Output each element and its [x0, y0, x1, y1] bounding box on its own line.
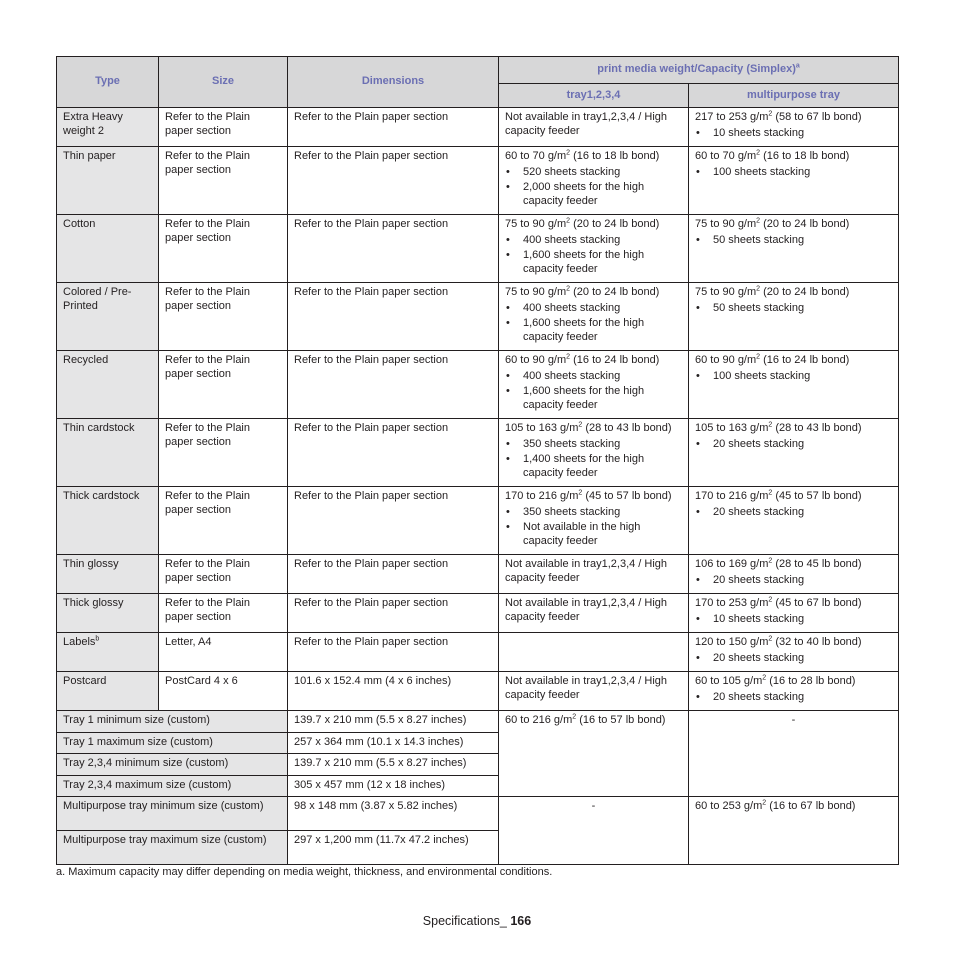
table-row	[57, 797, 899, 831]
footer-label: Specifications_	[422, 914, 511, 928]
size-cell: Letter, A4	[159, 633, 288, 672]
weight-value: 75 to 90 g/m	[505, 218, 567, 230]
custom-size-label: Tray 2,3,4 maximum size (custom)	[57, 775, 288, 797]
header-dimensions: Dimensions	[288, 57, 499, 108]
table-row	[57, 555, 899, 594]
superscript: 2	[756, 353, 761, 361]
type-label: Cotton	[63, 218, 96, 230]
weight-value: 75 to 90 g/m	[505, 286, 567, 298]
weight-text	[505, 286, 682, 300]
weight-text	[695, 218, 892, 232]
weight-value: 170 to 253 g/m	[695, 597, 769, 609]
superscript: 2	[768, 110, 773, 118]
custom-size-label: Tray 1 minimum size (custom)	[57, 711, 288, 733]
header-tray: tray1,2,3,4	[499, 84, 689, 108]
bullet-list	[695, 127, 892, 141]
superscript: 2	[566, 217, 571, 225]
weight-value: 60 to 253 g/m	[695, 800, 763, 812]
bullet-list	[695, 370, 892, 384]
superscript: 2	[572, 713, 577, 721]
custom-size-label: Tray 1 maximum size (custom)	[57, 732, 288, 754]
weight-value: 105 to 163 g/m	[505, 422, 579, 434]
bullet-item: • Not available in the high capacity feeder	[505, 521, 682, 548]
superscript: 2	[566, 353, 571, 361]
bullet-list	[695, 234, 892, 248]
bullet-list	[695, 613, 892, 627]
superscript: 2	[566, 285, 571, 293]
type-label: Thin paper	[63, 150, 116, 162]
header-weight-capacity-label: print media weight/Capacity (Simplex)	[597, 63, 796, 76]
header-size: Size	[159, 57, 288, 108]
tray-cell: -	[499, 797, 689, 865]
table-row	[57, 594, 899, 633]
weight-bond: (20 to 24 lb bond)	[760, 218, 850, 230]
dimensions-cell: Refer to the Plain paper section	[288, 215, 499, 283]
page-footer	[0, 914, 954, 928]
type-label: Recycled	[63, 354, 109, 366]
header-weight-capacity	[499, 57, 899, 84]
bullet-list	[695, 506, 892, 520]
weight-text	[505, 490, 682, 504]
weight-value: 105 to 163 g/m	[695, 422, 769, 434]
weight-value: 106 to 169 g/m	[695, 558, 769, 570]
bullet-item: • 2,000 sheets for the high capacity feeder	[505, 181, 682, 208]
type-cell	[57, 215, 159, 283]
bullet-item: • 350 sheets stacking	[505, 438, 682, 452]
weight-bond: (58 to 67 lb bond)	[772, 111, 862, 123]
weight-text	[505, 354, 682, 368]
table-row	[57, 633, 899, 672]
weight-bond: (45 to 57 lb bond)	[772, 490, 862, 502]
multipurpose-cell	[689, 672, 899, 711]
weight-value: 60 to 90 g/m	[695, 354, 757, 366]
bullet-item: • 400 sheets stacking	[505, 302, 682, 316]
multipurpose-cell: -	[689, 711, 899, 797]
page-number: 166	[510, 914, 532, 928]
bullet-item: • 350 sheets stacking	[505, 506, 682, 520]
size-cell: Refer to the Plain paper section	[159, 215, 288, 283]
multipurpose-cell	[689, 555, 899, 594]
table-row	[57, 283, 899, 351]
dimensions-cell: 98 x 148 mm (3.87 x 5.82 inches)	[288, 797, 499, 831]
multipurpose-cell	[689, 797, 899, 865]
bullet-list	[505, 166, 682, 209]
tray-cell	[499, 711, 689, 797]
tray-cell	[499, 419, 689, 487]
type-cell	[57, 419, 159, 487]
bullet-item: • 50 sheets stacking	[695, 234, 892, 248]
tray-cell	[499, 108, 689, 147]
weight-text	[505, 422, 682, 436]
superscript: 2	[768, 635, 773, 643]
weight-value: 75 to 90 g/m	[695, 218, 757, 230]
bullet-item: • 20 sheets stacking	[695, 652, 892, 666]
bullet-list	[695, 302, 892, 316]
weight-value: 60 to 70 g/m	[505, 150, 567, 162]
weight-bond: (16 to 18 lb bond)	[570, 150, 660, 162]
weight-bond: (16 to 24 lb bond)	[570, 354, 660, 366]
bullet-item: • 400 sheets stacking	[505, 234, 682, 248]
tray-cell	[499, 555, 689, 594]
bullet-list	[695, 574, 892, 588]
type-label: Thick glossy	[63, 597, 124, 609]
weight-text	[505, 714, 682, 728]
weight-text	[695, 354, 892, 368]
weight-bond: (20 to 24 lb bond)	[760, 286, 850, 298]
weight-text	[695, 800, 892, 814]
superscript: 2	[578, 421, 583, 429]
type-cell	[57, 594, 159, 633]
custom-size-label: Tray 2,3,4 minimum size (custom)	[57, 754, 288, 776]
type-cell	[57, 108, 159, 147]
weight-bond: (16 to 57 lb bond)	[576, 714, 666, 726]
weight-text	[695, 150, 892, 164]
superscript: 2	[578, 489, 583, 497]
size-cell: Refer to the Plain paper section	[159, 283, 288, 351]
superscript: 2	[762, 674, 767, 682]
dimensions-cell: 305 x 457 mm (12 x 18 inches)	[288, 775, 499, 797]
weight-bond: (16 to 28 lb bond)	[766, 675, 856, 687]
tray-note: Not available in tray1,2,3,4 / High capacity feeder	[505, 111, 668, 137]
bullet-item: • 520 sheets stacking	[505, 166, 682, 180]
multipurpose-cell	[689, 419, 899, 487]
bullet-list	[695, 166, 892, 180]
size-cell: Refer to the Plain paper section	[159, 555, 288, 594]
size-cell: Refer to the Plain paper section	[159, 147, 288, 215]
tray-cell	[499, 594, 689, 633]
dimensions-cell: 101.6 x 152.4 mm (4 x 6 inches)	[288, 672, 499, 711]
multipurpose-cell	[689, 633, 899, 672]
size-cell: Refer to the Plain paper section	[159, 351, 288, 419]
tray-cell	[499, 215, 689, 283]
type-label: Extra Heavy weight 2	[63, 111, 123, 137]
type-label: Thin cardstock	[63, 422, 135, 434]
multipurpose-cell	[689, 147, 899, 215]
table-row	[57, 487, 899, 555]
weight-text	[695, 490, 892, 504]
footnote: a. Maximum capacity may differ depending on media weight, thickness, and environmental conditions.	[56, 866, 553, 878]
weight-value: 60 to 90 g/m	[505, 354, 567, 366]
weight-bond: (16 to 24 lb bond)	[760, 354, 850, 366]
bullet-item: • 100 sheets stacking	[695, 370, 892, 384]
tray-cell	[499, 147, 689, 215]
bullet-item: • 1,400 sheets for the high capacity feeder	[505, 453, 682, 480]
multipurpose-cell	[689, 351, 899, 419]
bullet-list	[695, 652, 892, 666]
dimensions-cell: Refer to the Plain paper section	[288, 594, 499, 633]
size-cell: Refer to the Plain paper section	[159, 487, 288, 555]
type-cell	[57, 283, 159, 351]
weight-text	[695, 675, 892, 689]
weight-value: 170 to 216 g/m	[505, 490, 579, 502]
custom-size-label: Multipurpose tray minimum size (custom)	[57, 797, 288, 831]
weight-text	[695, 597, 892, 611]
tray-cell	[499, 672, 689, 711]
dimensions-cell: 139.7 x 210 mm (5.5 x 8.27 inches)	[288, 754, 499, 776]
type-cell	[57, 487, 159, 555]
weight-text	[695, 111, 892, 125]
weight-value: 60 to 105 g/m	[695, 675, 763, 687]
superscript: 2	[768, 557, 773, 565]
table-body	[57, 108, 899, 865]
media-spec-table	[56, 56, 899, 865]
bullet-item: • 1,600 sheets for the high capacity feeder	[505, 385, 682, 412]
weight-text	[505, 150, 682, 164]
multipurpose-cell	[689, 215, 899, 283]
dimensions-cell: Refer to the Plain paper section	[288, 147, 499, 215]
weight-bond: (28 to 43 lb bond)	[772, 422, 862, 434]
table-row	[57, 711, 899, 733]
bullet-list	[695, 691, 892, 705]
tray-cell	[499, 487, 689, 555]
type-label: Labels	[63, 636, 96, 648]
dimensions-cell: 257 x 364 mm (10.1 x 14.3 inches)	[288, 732, 499, 754]
bullet-item: • 50 sheets stacking	[695, 302, 892, 316]
dimensions-cell: Refer to the Plain paper section	[288, 419, 499, 487]
table-row	[57, 672, 899, 711]
superscript: 2	[768, 596, 773, 604]
type-cell	[57, 147, 159, 215]
size-cell: Refer to the Plain paper section	[159, 419, 288, 487]
type-label: Colored / Pre-Printed	[63, 286, 132, 312]
type-label: Postcard	[63, 675, 107, 687]
tray-note: Not available in tray1,2,3,4 / High capacity feeder	[505, 675, 668, 701]
weight-bond: (28 to 45 lb bond)	[772, 558, 862, 570]
dimensions-cell: 139.7 x 210 mm (5.5 x 8.27 inches)	[288, 711, 499, 733]
size-cell: Refer to the Plain paper section	[159, 108, 288, 147]
superscript: 2	[756, 285, 761, 293]
bullet-item: • 10 sheets stacking	[695, 613, 892, 627]
weight-value: 170 to 216 g/m	[695, 490, 769, 502]
weight-bond: (20 to 24 lb bond)	[570, 218, 660, 230]
bullet-list	[695, 438, 892, 452]
tray-note: Not available in tray1,2,3,4 / High capacity feeder	[505, 558, 668, 584]
superscript: 2	[768, 421, 773, 429]
weight-value: 60 to 70 g/m	[695, 150, 757, 162]
multipurpose-cell	[689, 108, 899, 147]
tray-note: Not available in tray1,2,3,4 / High capacity feeder	[505, 597, 668, 623]
weight-bond: (45 to 67 lb bond)	[772, 597, 862, 609]
weight-bond: (16 to 67 lb bond)	[766, 800, 856, 812]
multipurpose-cell	[689, 283, 899, 351]
weight-value: 217 to 253 g/m	[695, 111, 769, 123]
dimensions-cell: Refer to the Plain paper section	[288, 283, 499, 351]
weight-text	[695, 558, 892, 572]
dimensions-cell: Refer to the Plain paper section	[288, 487, 499, 555]
bullet-item: • 20 sheets stacking	[695, 438, 892, 452]
bullet-item: • 1,600 sheets for the high capacity feeder	[505, 317, 682, 344]
type-cell	[57, 672, 159, 711]
dimensions-cell: Refer to the Plain paper section	[288, 108, 499, 147]
bullet-item: • 20 sheets stacking	[695, 574, 892, 588]
bullet-item: • 10 sheets stacking	[695, 127, 892, 141]
weight-text	[695, 636, 892, 650]
superscript: 2	[762, 799, 767, 807]
tray-cell	[499, 283, 689, 351]
tray-cell	[499, 351, 689, 419]
header-type: Type	[57, 57, 159, 108]
bullet-list	[505, 234, 682, 277]
bullet-item: • 20 sheets stacking	[695, 691, 892, 705]
weight-bond: (20 to 24 lb bond)	[570, 286, 660, 298]
weight-text	[695, 286, 892, 300]
table-row	[57, 419, 899, 487]
weight-value: 60 to 216 g/m	[505, 714, 573, 726]
type-label: Thick cardstock	[63, 490, 140, 502]
bullet-list	[505, 302, 682, 345]
bullet-item: • 400 sheets stacking	[505, 370, 682, 384]
bullet-list	[505, 506, 682, 549]
tray-cell	[499, 633, 689, 672]
dimensions-cell: Refer to the Plain paper section	[288, 633, 499, 672]
superscript: 2	[756, 149, 761, 157]
table-row	[57, 108, 899, 147]
weight-bond: (28 to 43 lb bond)	[582, 422, 672, 434]
dimensions-cell: Refer to the Plain paper section	[288, 351, 499, 419]
type-cell	[57, 633, 159, 672]
multipurpose-cell	[689, 594, 899, 633]
bullet-list	[505, 438, 682, 481]
custom-size-label: Multipurpose tray maximum size (custom)	[57, 831, 288, 865]
footnote-marker: a	[795, 62, 800, 70]
header-multipurpose-tray: multipurpose tray	[689, 84, 899, 108]
size-cell: Refer to the Plain paper section	[159, 594, 288, 633]
superscript: 2	[566, 149, 571, 157]
weight-bond: (32 to 40 lb bond)	[772, 636, 862, 648]
weight-text	[505, 218, 682, 232]
superscript: 2	[756, 217, 761, 225]
table-row	[57, 147, 899, 215]
dimensions-cell: Refer to the Plain paper section	[288, 555, 499, 594]
type-cell	[57, 555, 159, 594]
weight-bond: (16 to 18 lb bond)	[760, 150, 850, 162]
superscript: 2	[768, 489, 773, 497]
table-row	[57, 351, 899, 419]
bullet-item: • 1,600 sheets for the high capacity feeder	[505, 249, 682, 276]
weight-bond: (45 to 57 lb bond)	[582, 490, 672, 502]
multipurpose-cell	[689, 487, 899, 555]
bullet-item: • 20 sheets stacking	[695, 506, 892, 520]
table-row	[57, 215, 899, 283]
type-cell	[57, 351, 159, 419]
weight-text	[695, 422, 892, 436]
bullet-item: • 100 sheets stacking	[695, 166, 892, 180]
dimensions-cell: 297 x 1,200 mm (11.7x 47.2 inches)	[288, 831, 499, 865]
type-label: Thin glossy	[63, 558, 119, 570]
footnote-marker: b	[95, 635, 100, 643]
weight-value: 120 to 150 g/m	[695, 636, 769, 648]
bullet-list	[505, 370, 682, 413]
weight-value: 75 to 90 g/m	[695, 286, 757, 298]
size-cell: PostCard 4 x 6	[159, 672, 288, 711]
